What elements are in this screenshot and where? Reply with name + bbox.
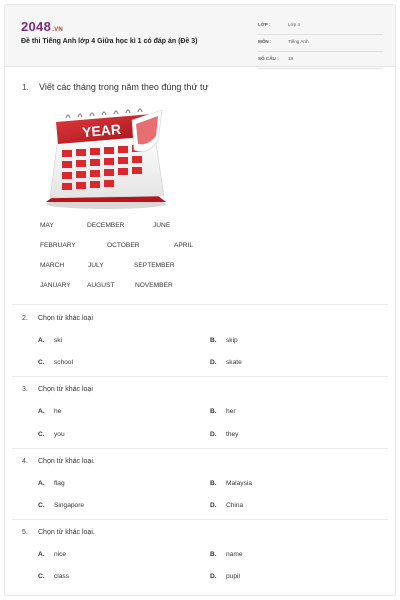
option-letter[interactable]: B. [210, 408, 217, 415]
option-letter[interactable]: A. [38, 408, 45, 415]
option-text[interactable]: skate [226, 359, 242, 366]
option-letter[interactable]: C. [38, 573, 45, 580]
month-word: MARCH [40, 262, 65, 269]
option-text[interactable]: China [226, 502, 244, 509]
question-text: Chọn từ khác loại. [38, 529, 95, 536]
option-text[interactable]: he [54, 408, 62, 415]
month-word: JULY [88, 262, 104, 269]
month-word: JANUARY [40, 282, 71, 289]
option-letter[interactable]: C. [38, 359, 45, 366]
month-word: JUNE [153, 222, 171, 229]
question-divider [12, 304, 388, 305]
question-text: Chọn từ khác loại. [38, 458, 95, 465]
calendar-year-text: YEAR [81, 120, 122, 141]
question-text: Chọn từ khác loại [38, 315, 93, 322]
option-letter[interactable]: B. [210, 337, 217, 344]
month-word: NOVEMBER [135, 282, 173, 289]
meta-key: LỚP : [258, 22, 271, 27]
option-text[interactable]: Singapore [54, 502, 85, 509]
meta-row-count [258, 52, 383, 69]
meta-value: Tiếng Anh [288, 39, 309, 44]
meta-key: SỐ CÂU : [258, 56, 279, 61]
month-word: FEBRUARY [40, 242, 76, 249]
question-text: Chọn từ khác loại [38, 386, 93, 393]
calendar-image [36, 100, 176, 210]
meta-row-class [258, 18, 383, 35]
option-letter[interactable]: A. [38, 480, 45, 487]
option-letter[interactable]: B. [210, 480, 217, 487]
month-word: DECEMBER [87, 222, 125, 229]
month-word: OCTOBER [107, 242, 140, 249]
option-letter[interactable]: B. [210, 551, 217, 558]
meta-value: Lớp 4 [288, 22, 300, 27]
meta-key: MÔN : [258, 39, 272, 44]
question-number: 2. [22, 315, 28, 322]
meta-row-subject [258, 35, 383, 52]
option-text[interactable]: nice [54, 551, 67, 558]
month-word: MAY [40, 222, 54, 229]
option-text[interactable]: school [54, 359, 74, 366]
option-letter[interactable]: A. [38, 337, 45, 344]
question-divider [12, 376, 388, 377]
option-text[interactable]: you [54, 431, 65, 438]
question-number: 4. [22, 458, 28, 465]
option-text[interactable]: they [226, 431, 239, 438]
month-word: SEPTEMBER [134, 262, 175, 269]
document-header [5, 5, 395, 67]
question-number: 3. [22, 386, 28, 393]
option-text[interactable]: skip [226, 337, 238, 344]
option-letter[interactable]: D. [210, 431, 217, 438]
option-letter[interactable]: D. [210, 502, 217, 509]
logo-suffix: .VN [52, 27, 64, 33]
option-letter[interactable]: C. [38, 502, 45, 509]
option-text[interactable]: her [226, 408, 236, 415]
month-word: AUGUST [87, 282, 115, 289]
option-letter[interactable]: D. [210, 359, 217, 366]
option-text[interactable]: name [226, 551, 243, 558]
option-letter[interactable]: C. [38, 431, 45, 438]
question-text: Viết các tháng trong năm theo đúng thứ tự [39, 82, 209, 92]
meta-table [258, 18, 383, 69]
option-letter[interactable]: A. [38, 551, 45, 558]
question-divider [12, 519, 388, 520]
option-text[interactable]: ski [54, 337, 63, 344]
meta-value: 18 [288, 56, 294, 61]
option-text[interactable]: flag [54, 480, 65, 487]
option-text[interactable]: Malaysia [226, 480, 253, 487]
question-number: 1. [22, 83, 29, 92]
option-text[interactable]: class [54, 573, 70, 580]
site-logo[interactable] [21, 19, 63, 34]
option-text[interactable]: pupil [226, 573, 240, 580]
question-divider [12, 448, 388, 449]
question-number: 5. [22, 529, 28, 536]
month-word: APRIL [174, 242, 194, 249]
option-letter[interactable]: D. [210, 573, 217, 580]
logo-text: 2048 [21, 19, 52, 34]
document-title: Đề thi Tiếng Anh lớp 4 Giữa học kì 1 có đáp án (Đề 3) [21, 38, 198, 45]
